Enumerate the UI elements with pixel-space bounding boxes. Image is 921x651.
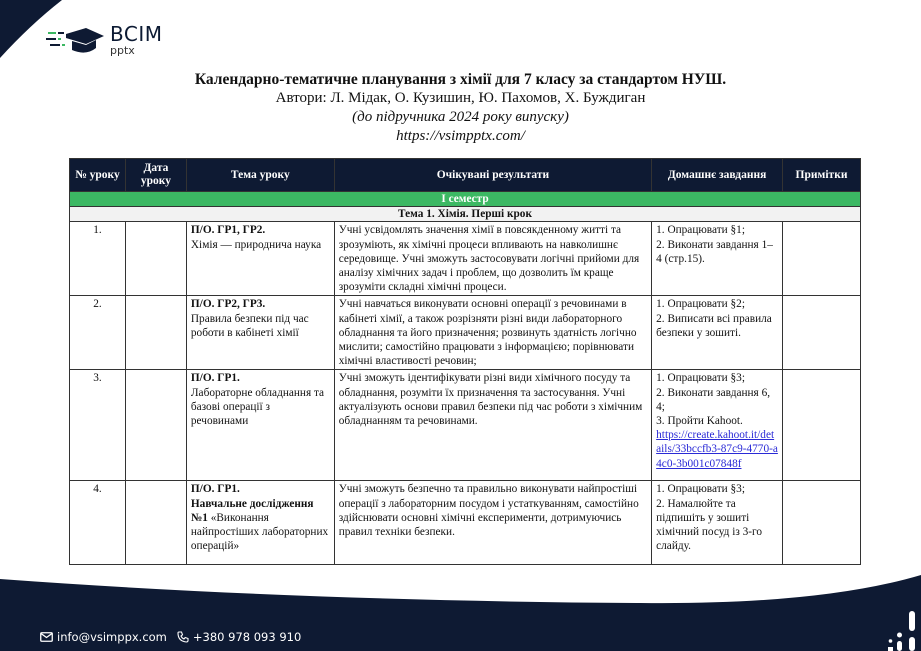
table-row bbox=[70, 222, 861, 296]
lesson-results: Учні зможуть безпечно та правильно виконувати найпростіші операції з лабораторним посудом і устаткуванням, самостійно здійснювати основні хімічні експерименти, дотримуючись правил техніки безпеки. bbox=[334, 481, 651, 565]
table-row bbox=[70, 370, 861, 481]
lesson-results: Учні усвідомлять значення хімії в повсякденному житті та зрозуміють, як хімічні процеси впливають на навколишнє середовище. Учні зможуть застосовувати логічні прийоми для аналізу хімічних задач і проблем, що дозволить їм краще зрозуміти складні хімічні процеси. bbox=[334, 222, 651, 296]
topic-code: П/О. ГР1. bbox=[190, 372, 240, 385]
semester-row bbox=[70, 192, 861, 207]
semester-label: І семестр bbox=[70, 192, 861, 207]
kahoot-link[interactable]: https://create.kahoot.it/details/33bccfb3-87c9-4770-a4c0-3b001c07848f bbox=[656, 429, 778, 470]
topic-title: Хімія — природнича наука bbox=[190, 238, 322, 251]
lesson-number: 3. bbox=[70, 370, 126, 481]
column-header-date: Дата уроку bbox=[125, 159, 186, 192]
lesson-notes[interactable] bbox=[783, 296, 861, 370]
topic-row bbox=[70, 207, 861, 222]
topic-code: П/О. ГР2, ГР3. bbox=[190, 298, 266, 311]
column-header-notes: Примітки bbox=[783, 159, 861, 192]
phone-text[interactable]: +380 978 093 910 bbox=[192, 630, 302, 644]
column-header-number: № уроку bbox=[70, 159, 126, 192]
document-authors: Автори: Л. Мідак, О. Кузишин, Ю. Пахомов, Х. Буждиган bbox=[275, 90, 646, 106]
lesson-date[interactable] bbox=[125, 481, 186, 565]
document-url[interactable]: https://vsimpptx.com/ bbox=[396, 128, 525, 144]
graduation-cap-icon bbox=[46, 26, 104, 54]
homework-item: 2. Виписати всі правила безпеки у зошиті. bbox=[656, 312, 772, 339]
lesson-date[interactable] bbox=[125, 222, 186, 296]
column-header-homework: Домашнє завдання bbox=[652, 159, 783, 192]
table-header-row bbox=[70, 159, 861, 192]
lesson-homework bbox=[652, 370, 783, 481]
lesson-results: Учні навчаться виконувати основні операції з речовинами в кабінеті хімії, а також розрізняти різні види лабораторного обладнання та його призначення; розвинуть здатність логічно мислити; самостійно працювати з інформацією; порівнювати хімічні властивості речовин; bbox=[334, 296, 651, 370]
homework-item: 3. Пройти Kahoot. bbox=[656, 415, 743, 428]
lesson-date[interactable] bbox=[125, 296, 186, 370]
lesson-number: 4. bbox=[70, 481, 126, 565]
lesson-topic bbox=[186, 296, 334, 370]
topic-code: П/О. ГР1, ГР2. bbox=[190, 224, 266, 237]
footer-phone[interactable] bbox=[177, 630, 301, 644]
lesson-results: Учні зможуть ідентифікувати різні види хімічного посуду та обладнання, розуміти їх призначення та застосування. Учні актуалізують основи правил безпеки під час роботи з хімічним обладнанням та речовинами. bbox=[334, 370, 651, 481]
table-row bbox=[70, 481, 861, 565]
lesson-notes[interactable] bbox=[783, 481, 861, 565]
document-heading bbox=[0, 70, 921, 146]
lesson-plan-table bbox=[69, 158, 861, 565]
lesson-topic bbox=[186, 370, 334, 481]
lesson-number: 2. bbox=[70, 296, 126, 370]
footer-email[interactable] bbox=[40, 630, 167, 644]
mail-icon bbox=[40, 632, 53, 642]
topic-title: Лабораторне обладнання та базові операції з речовинами bbox=[190, 386, 325, 428]
homework-item: 2. Виконати завдання 6, 4; bbox=[656, 386, 771, 413]
document-title: Календарно-тематичне планування з хімії для 7 класу за стандартом НУШ. bbox=[194, 71, 727, 88]
logo-brand: BCIM bbox=[110, 22, 163, 46]
lesson-homework bbox=[652, 222, 783, 296]
topic-label: Тема 1. Хімія. Перші крок bbox=[70, 207, 861, 222]
lesson-notes[interactable] bbox=[783, 222, 861, 296]
footer-contacts bbox=[40, 630, 301, 644]
topic-code: П/О. ГР1. bbox=[190, 483, 240, 496]
homework-item: 1. Опрацювати §2; bbox=[656, 298, 745, 311]
homework-item: 2. Виконати завдання 1–4 (стр.15). bbox=[656, 238, 773, 265]
lesson-topic bbox=[186, 222, 334, 296]
homework-item: 1. Опрацювати §1; bbox=[656, 224, 745, 237]
phone-icon bbox=[177, 631, 189, 643]
lesson-date[interactable] bbox=[125, 370, 186, 481]
bars-decoration bbox=[861, 611, 921, 651]
column-header-results: Очікувані результати bbox=[334, 159, 651, 192]
lesson-homework bbox=[652, 481, 783, 565]
email-text[interactable]: info@vsimppx.com bbox=[57, 630, 167, 644]
homework-item: 1. Опрацювати §3; bbox=[656, 483, 745, 496]
document-edition: (до підручника 2024 року випуску) bbox=[352, 109, 569, 125]
homework-item: 2. Намалюйте та підпишіть у зошиті хімічний посуд із 3-го слайду. bbox=[656, 497, 763, 553]
logo-subtitle: pptx bbox=[110, 44, 135, 57]
lesson-homework bbox=[652, 296, 783, 370]
column-header-topic: Тема уроку bbox=[186, 159, 334, 192]
table-row bbox=[70, 296, 861, 370]
lesson-number: 1. bbox=[70, 222, 126, 296]
topic-title: «Виконання найпростіших лабораторних операцій» bbox=[190, 511, 329, 553]
homework-item: 1. Опрацювати §3; bbox=[656, 372, 745, 385]
lesson-notes[interactable] bbox=[783, 370, 861, 481]
lesson-topic bbox=[186, 481, 334, 565]
topic-title: Правила безпеки під час роботи в кабінеті хімії bbox=[190, 312, 309, 339]
topic-title-bold: Навчальне дослідження №1 bbox=[190, 497, 314, 524]
logo bbox=[46, 24, 163, 56]
